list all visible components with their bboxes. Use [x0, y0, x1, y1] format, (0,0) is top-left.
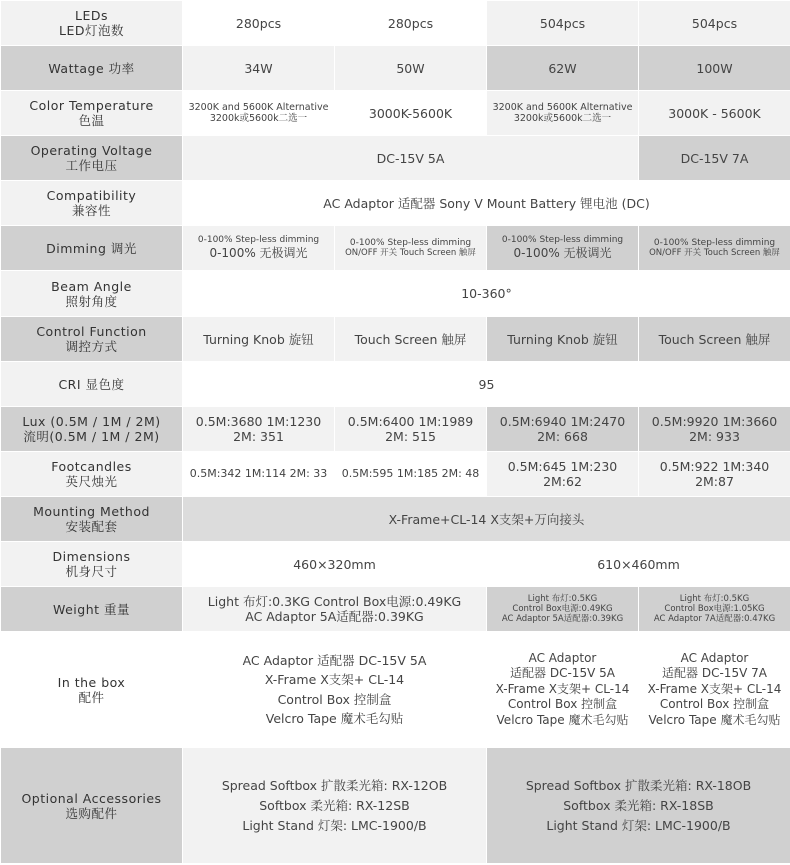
cell: [487, 407, 639, 452]
cell: [639, 632, 790, 748]
row-weight: [1, 587, 790, 632]
cell: [183, 587, 487, 632]
cell: [183, 632, 487, 748]
row-label: [1, 181, 183, 226]
cell: [335, 226, 487, 271]
label-en: Compatibility: [46, 188, 137, 203]
row-in-the-box: [1, 632, 790, 748]
cell: [639, 407, 790, 452]
cell-line: 0-100% 无极调光: [513, 246, 612, 261]
label-cn: 流明(0.5M / 1M / 2M): [23, 429, 160, 444]
cell-line: Spread Softbox 扩散柔光箱: RX-18OB: [525, 777, 752, 793]
cell-line: 适配器 DC-15V 5A: [510, 666, 615, 681]
cell-line: 3200k或5600k二选一: [513, 113, 612, 124]
cell: [183, 748, 487, 864]
cell-line: Light 布灯:0.5KG: [527, 593, 598, 604]
cell-line: 2M: 933: [689, 429, 740, 444]
cell-line: AC Adaptor: [680, 650, 749, 665]
label-cn: 配件: [78, 689, 105, 705]
row-footcandles: [1, 452, 790, 497]
cell-line: Control Box 控制盒: [507, 697, 618, 712]
cell-line: 0-100% Step-less dimming: [653, 237, 776, 248]
cell-line: 0.5M:9920 1M:3660: [651, 414, 778, 429]
row-label: [1, 748, 183, 864]
row-compatibility: [1, 181, 790, 226]
row-label: [1, 1, 183, 46]
label-cn: 色温: [78, 113, 105, 128]
cell: [183, 407, 335, 452]
row-label: [1, 271, 183, 317]
label-cn: 安装配套: [65, 519, 118, 534]
label-en: LEDs: [75, 8, 108, 23]
cell: 50W: [335, 46, 487, 91]
cell: 95: [183, 362, 790, 407]
cell: [487, 91, 639, 136]
row-operating-voltage: [1, 136, 790, 181]
cell-line: 3200K and 5600K Alternative: [492, 101, 633, 113]
row-label: [1, 91, 183, 136]
row-label: [1, 407, 183, 452]
label-cn: 照射角度: [65, 293, 118, 309]
label-cn: LED灯泡数: [59, 23, 124, 38]
row-dimensions: [1, 542, 790, 587]
label-cn: 兼容性: [71, 203, 111, 218]
row-label: [1, 497, 183, 542]
cell-line: ON/OFF 开关 Touch Screen 触屏: [345, 248, 476, 259]
row-mounting-method: [1, 497, 790, 542]
cell-line: AC Adaptor: [528, 650, 597, 665]
row-cri: [1, 362, 790, 407]
cell: Turning Knob 旋钮: [183, 317, 335, 362]
cell-line: Softbox 柔光箱: RX-18SB: [563, 797, 714, 813]
cell: AC Adaptor 适配器 Sony V Mount Battery 锂电池 (DC): [183, 181, 790, 226]
cell: 0.5M:595 1M:185 2M: 48: [335, 452, 487, 497]
cell: [487, 226, 639, 271]
cell: [639, 587, 790, 632]
label-en: Beam Angle: [51, 278, 132, 294]
cell: [487, 587, 639, 632]
cell-line: Light Stand 灯架: LMC-1900/B: [546, 817, 731, 833]
cell: 280pcs: [183, 1, 335, 46]
cell-line: 0.5M:6940 1M:2470: [499, 414, 626, 429]
row-leds: [1, 1, 790, 46]
row-label: [1, 542, 183, 587]
cell-line: 2M: 515: [385, 429, 436, 444]
cell: 100W: [639, 46, 790, 91]
cell: [335, 407, 487, 452]
cell: DC-15V 5A: [183, 136, 639, 181]
cell: 504pcs: [639, 1, 790, 46]
cell: [487, 452, 639, 497]
cell: 0.5M:342 1M:114 2M: 33: [183, 452, 335, 497]
cell-line: 0-100% Step-less dimming: [197, 235, 320, 246]
cell-line: AC Adaptor 5A适配器:0.39KG: [245, 609, 424, 624]
row-label: Wattage 功率: [1, 46, 183, 91]
cell: [487, 632, 639, 748]
cell-line: Light 布灯:0.3KG Control Box电源:0.49KG: [207, 594, 462, 609]
row-label: Dimming 调光: [1, 226, 183, 271]
cell: 610×460mm: [487, 542, 790, 587]
cell-line: 0-100% 无极调光: [209, 246, 308, 261]
cell-line: ON/OFF 开关 Touch Screen 触屏: [649, 248, 780, 259]
cell: Turning Knob 旋钮: [487, 317, 639, 362]
cell-line: 2M: 668: [537, 429, 588, 444]
cell-line: 0.5M:6400 1M:1989: [347, 414, 474, 429]
cell-line: 适配器 DC-15V 7A: [662, 666, 767, 681]
row-label: Weight 重量: [1, 587, 183, 632]
label-en: Mounting Method: [33, 504, 150, 519]
cell: [487, 748, 790, 864]
row-optional-accessories: [1, 748, 790, 864]
cell-line: Velcro Tape 魔术毛勾贴: [265, 710, 404, 726]
label-cn: 英尺烛光: [65, 474, 118, 489]
row-beam-angle: [1, 271, 790, 317]
cell: [183, 226, 335, 271]
cell-line: X-Frame X支架+ CL-14: [647, 681, 782, 696]
row-wattage: [1, 46, 790, 91]
cell-line: Spread Softbox 扩散柔光箱: RX-12OB: [221, 777, 448, 793]
cell-line: 2M:87: [695, 474, 734, 489]
cell: 460×320mm: [183, 542, 487, 587]
label-cn: 调控方式: [65, 339, 118, 354]
label-en: Footcandles: [51, 459, 132, 474]
cell: 34W: [183, 46, 335, 91]
label-cn: 机身尺寸: [65, 564, 118, 579]
label-en: Operating Voltage: [30, 143, 153, 158]
row-label: [1, 632, 183, 748]
cell: X-Frame+CL-14 X支架+万向接头: [183, 497, 790, 542]
cell-line: AC Adaptor 7A适配器:0.47KG: [653, 614, 776, 625]
cell-line: 0-100% Step-less dimming: [501, 235, 624, 246]
row-label: CRI 显色度: [1, 362, 183, 407]
label-en: Lux (0.5M / 1M / 2M): [22, 414, 161, 429]
row-control-function: [1, 317, 790, 362]
cell-line: Light 布灯:0.5KG: [679, 593, 750, 604]
cell: [183, 91, 335, 136]
cell-line: Light Stand 灯架: LMC-1900/B: [242, 817, 427, 833]
cell-line: Control Box电源:1.05KG: [664, 603, 765, 614]
cell: 10-360°: [183, 271, 790, 317]
cell: 3000K-5600K: [335, 91, 487, 136]
cell: Touch Screen 触屏: [335, 317, 487, 362]
cell: [639, 226, 790, 271]
cell-line: Velcro Tape 魔术毛勾贴: [496, 712, 629, 727]
row-label: [1, 136, 183, 181]
cell-line: 0-100% Step-less dimming: [349, 237, 472, 248]
cell-line: Control Box 控制盒: [277, 691, 392, 707]
cell-line: 0.5M:3680 1M:1230: [195, 414, 322, 429]
cell-line: 0.5M:645 1M:230: [507, 459, 618, 474]
row-lux: [1, 407, 790, 452]
cell-line: 2M:62: [543, 474, 582, 489]
label-cn: 选购配件: [65, 805, 118, 821]
cell: [639, 452, 790, 497]
cell-line: Control Box电源:0.49KG: [512, 603, 613, 614]
row-dimming: [1, 226, 790, 271]
label-cn: 工作电压: [65, 158, 118, 173]
cell: 62W: [487, 46, 639, 91]
label-en: Optional Accessories: [21, 790, 162, 806]
label-en: Color Temperature: [29, 98, 154, 113]
cell-line: 3200K and 5600K Alternative: [188, 101, 329, 113]
row-label: [1, 452, 183, 497]
cell-line: AC Adaptor 5A适配器:0.39KG: [501, 614, 624, 625]
label-en: Dimensions: [52, 549, 131, 564]
cell: Touch Screen 触屏: [639, 317, 790, 362]
row-color-temperature: [1, 91, 790, 136]
cell-line: 0.5M:922 1M:340: [659, 459, 770, 474]
cell-line: X-Frame X支架+ CL-14: [264, 672, 405, 688]
cell-line: X-Frame X支架+ CL-14: [495, 681, 630, 696]
cell: 280pcs: [335, 1, 487, 46]
cell: DC-15V 7A: [639, 136, 790, 181]
cell-line: Control Box 控制盒: [659, 697, 770, 712]
cell-line: AC Adaptor 适配器 DC-15V 5A: [242, 652, 427, 668]
cell-line: 2M: 351: [233, 429, 284, 444]
cell-line: 3200k或5600k二选一: [209, 113, 308, 124]
cell-line: Velcro Tape 魔术毛勾贴: [648, 712, 781, 727]
row-label: [1, 317, 183, 362]
cell: 504pcs: [487, 1, 639, 46]
cell-line: Softbox 柔光箱: RX-12SB: [259, 797, 410, 813]
label-en: In the box: [57, 674, 126, 690]
cell: 3000K - 5600K: [639, 91, 790, 136]
label-en: Control Function: [36, 324, 147, 339]
